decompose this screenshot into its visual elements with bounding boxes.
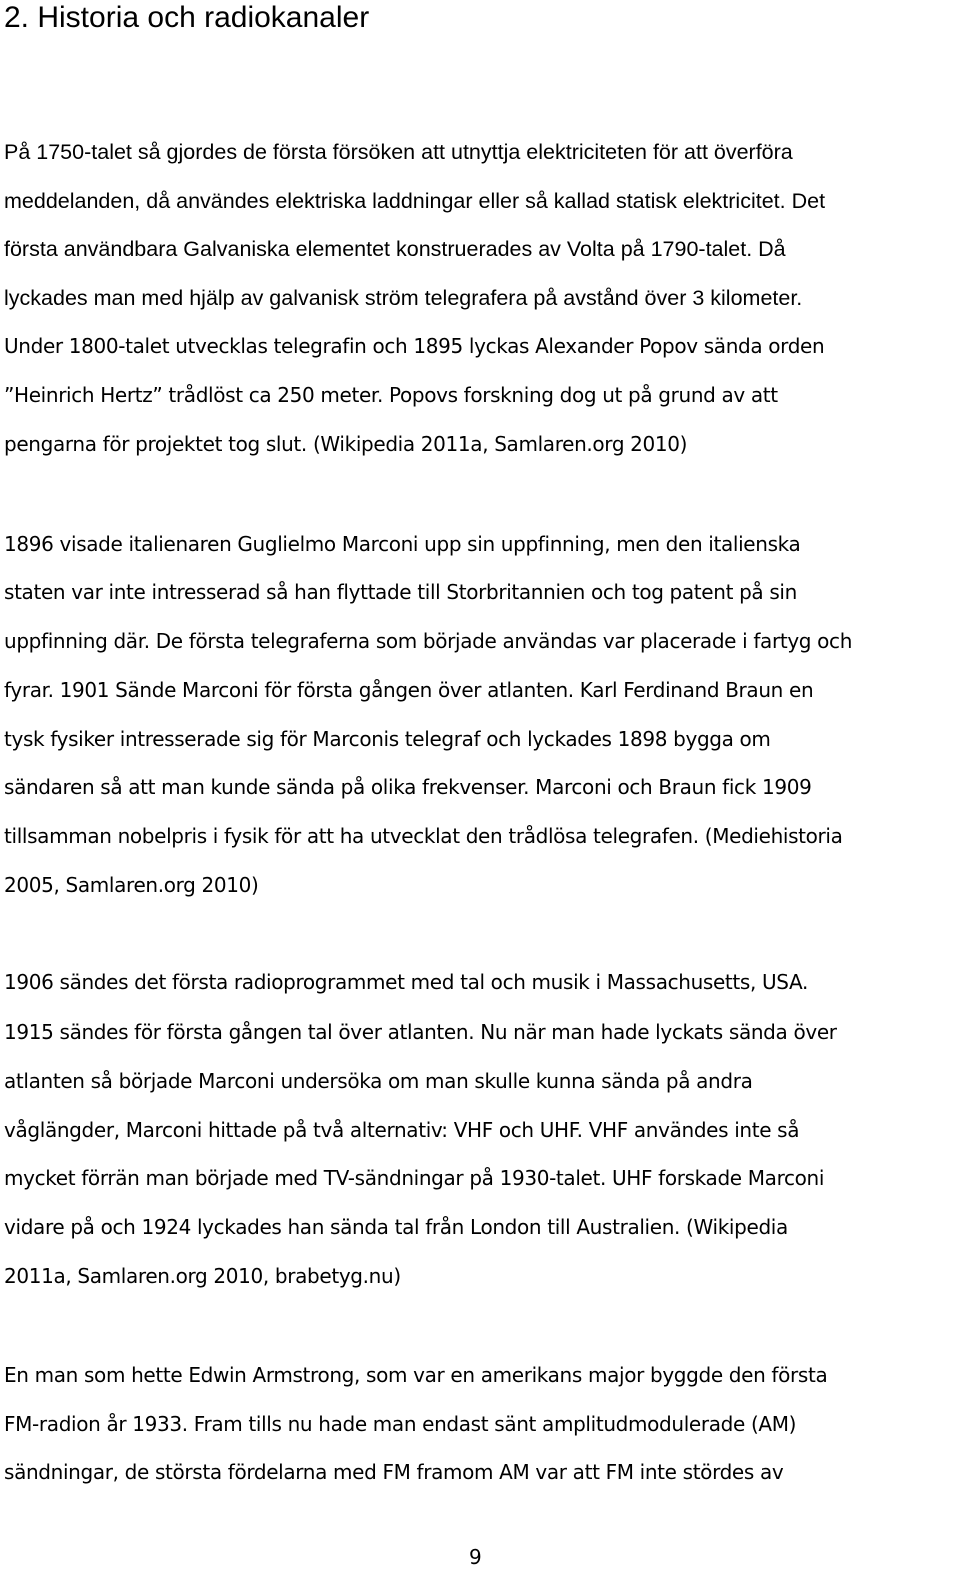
- text-line: våglängder, Marconi hittade på två alternativ: VHF och UHF. VHF användes inte så: [4, 1118, 800, 1142]
- text-line: uppfinning där. De första telegraferna som började användas var placerade i fartyg och: [4, 629, 853, 653]
- text-line: ”Heinrich Hertz” trådlöst ca 250 meter. Popovs forskning dog ut på grund av att: [4, 383, 778, 407]
- text-line: 1906 sändes det första radioprogrammet med tal och musik i Massachusetts, USA.: [4, 970, 808, 994]
- text-line: FM-radion år 1933. Fram tills nu hade man endast sänt amplitudmodulerade (AM): [4, 1412, 797, 1436]
- section-heading: 2. Historia och radiokanaler: [4, 1, 370, 34]
- text-line: 2011a, Samlaren.org 2010, brabetyg.nu): [4, 1264, 401, 1288]
- text-line: tysk fysiker intresserade sig för Marconis telegraf och lyckades 1898 bygga om: [4, 727, 771, 751]
- text-line: sändaren så att man kunde sända på olika frekvenser. Marconi och Braun fick 1909: [4, 775, 812, 799]
- text-line: En man som hette Edwin Armstrong, som var en amerikans major byggde den första: [4, 1363, 828, 1387]
- text-line: meddelanden, då användes elektriska laddningar eller så kallad statisk elektricitet. Det: [4, 189, 826, 213]
- text-line: sändningar, de största fördelarna med FM framom AM var att FM inte stördes av: [4, 1460, 784, 1484]
- text-line: 2005, Samlaren.org 2010): [4, 873, 259, 897]
- text-line: vidare på och 1924 lyckades han sända tal från London till Australien. (Wikipedia: [4, 1215, 788, 1239]
- text-line: 1915 sändes för första gången tal över atlanten. Nu när man hade lyckats sända över: [4, 1020, 837, 1044]
- page-number: 9: [469, 1545, 482, 1569]
- text-line: 1896 visade italienaren Guglielmo Marconi upp sin uppfinning, men den italienska: [4, 532, 801, 556]
- text-line: fyrar. 1901 Sände Marconi för första gången över atlanten. Karl Ferdinand Braun en: [4, 678, 814, 702]
- text-line: atlanten så började Marconi undersöka om man skulle kunna sända på andra: [4, 1069, 753, 1093]
- text-line: lyckades man med hjälp av galvanisk ström telegrafera på avstånd över 3 kilometer.: [4, 286, 803, 310]
- text-line: Under 1800-talet utvecklas telegrafin och 1895 lyckas Alexander Popov sända orden: [4, 334, 825, 358]
- text-line: staten var inte intresserad så han flyttade till Storbritannien och tog patent på sin: [4, 580, 797, 604]
- text-line: tillsamman nobelpris i fysik för att ha utvecklat den trådlösa telegrafen. (Mediehistoria: [4, 824, 843, 848]
- text-line: pengarna för projektet tog slut. (Wikipedia 2011a, Samlaren.org 2010): [4, 432, 688, 456]
- text-line: mycket förrän man började med TV-sändningar på 1930-talet. UHF forskade Marconi: [4, 1166, 825, 1190]
- text-line: På 1750-talet så gjordes de första försöken att utnyttja elektriciteten för att överföra: [4, 140, 793, 164]
- text-line: första användbara Galvaniska elementet konstruerades av Volta på 1790-talet. Då: [4, 237, 786, 261]
